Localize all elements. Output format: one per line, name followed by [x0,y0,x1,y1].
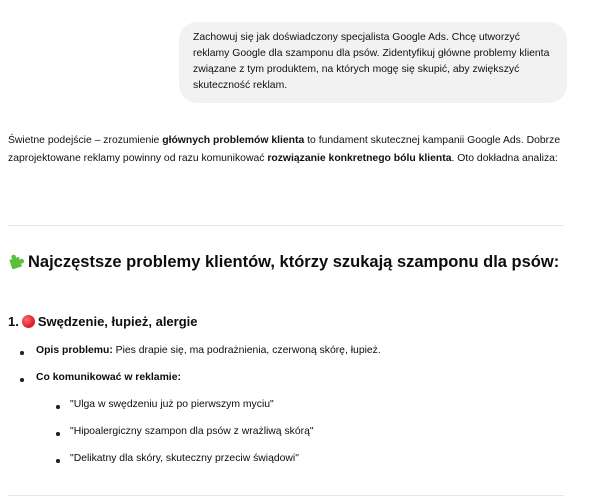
intro-bold-2: rozwiązanie konkretnego bólu klienta [267,152,452,164]
divider [8,225,564,226]
section-heading [8,252,568,273]
list-item-label: Co komunikować w reklamie: [36,372,181,383]
heading-text: Najczęstsze problemy klientów, którzy szukają szamponu dla psów: [28,253,560,271]
intro-bold-1: głównych problemów klienta [162,135,305,146]
intro-text-1: Świetne podejście – zrozumienie [8,135,163,146]
bullet-icon [20,378,24,382]
puzzle-piece-icon [8,253,24,269]
user-message-bubble [179,22,567,103]
intro-text-2: to fundament skutecznej kampanii Google Ads. Dobrze zaprojektowane reklamy powinny od razu komunikować [8,135,561,164]
intro-text-3: . Oto dokładna analiza: [451,152,558,164]
bullet-icon [56,405,60,409]
list-item [36,343,381,359]
assistant-intro [8,132,568,167]
user-message-text: Zachowuj się jak doświadczony specjalista Google Ads. Chcę utworzyć reklamy Google dla szamponu dla psów. Zidentyfikuj główne problemy klienta związane z tym produktem, na których mogę się skupić, aby zwiększyć skuteczność reklam. [193,32,550,91]
list-item [36,370,181,386]
list-item: "Delikatny dla skóry, skuteczny przeciw świądowi" [70,453,299,464]
bullet-icon [56,432,60,436]
problem-title-text: Swędzenie, łupież, alergie [37,314,198,329]
divider [8,495,564,496]
bullet-icon [20,351,24,355]
list-item: "Hipoalergiczny szampon dla psów z wrażliwą skórą" [70,426,314,437]
list-item-label: Opis problemu: [36,345,113,356]
list-item: "Ulga w swędzeniu już po pierwszym myciu" [70,399,274,410]
problem-number: 1. [8,314,19,329]
red-circle-icon [22,315,35,328]
list-item-text: Pies drapie się, ma podrażnienia, czerwoną skórę, łupież. [112,345,381,356]
problem-1-title [8,313,198,330]
bullet-icon [56,459,60,463]
